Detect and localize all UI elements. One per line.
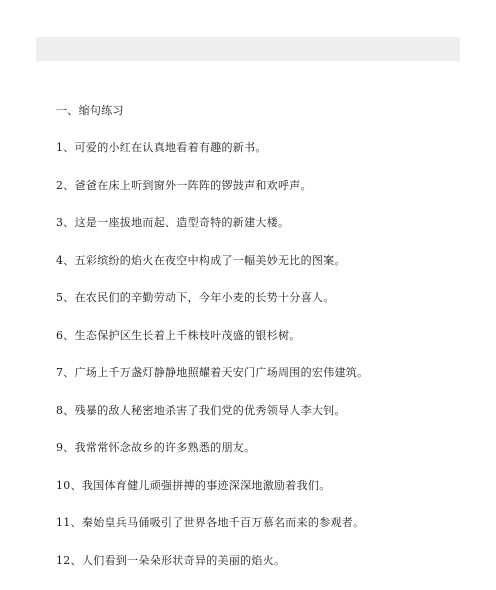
document-body [56, 103, 476, 590]
exercise-sentence-10: 10、我国体育健儿顽强拼搏的事迹深深地激励着我们。 [56, 478, 331, 492]
exercise-sentence-5: 5、在农民们的辛勤劳动下，今年小麦的长势十分喜人。 [56, 291, 335, 304]
exercise-sentence-11: 11、秦始皇兵马俑吸引了世界各地千百万慕名而来的参观者。 [56, 516, 365, 529]
exercise-sentence-2: 2、爸爸在床上听到窗外一阵阵的锣鼓声和欢呼声。 [56, 178, 312, 192]
exercise-sentence-12: 12、人们看到一朵朵形状奇异的美丽的焰火。 [56, 553, 286, 567]
section-title: 一、缩句练习 [56, 104, 124, 117]
exercise-sentence-6: 6、生态保护区生长着上千株枝叶茂盛的银杉树。 [56, 328, 301, 342]
exercise-sentence-9: 9、我常常怀念故乡的许多熟悉的朋友。 [56, 441, 256, 454]
exercise-sentence-1: 1、可爱的小红在认真地看着有趣的新书。 [56, 141, 267, 154]
exercise-sentence-4: 4、五彩缤纷的焰火在夜空中构成了一幅美妙无比的图案。 [56, 253, 346, 267]
exercise-sentence-3: 3、这是一座拔地而起、造型奇特的新建大楼。 [56, 216, 290, 229]
exercise-sentence-8: 8、残暴的敌人秘密地杀害了我们党的优秀领导人李大钊。 [56, 403, 346, 417]
exercise-sentence-7: 7、广场上千万盏灯静静地照耀着天安门广场周围的宏伟建筑。 [56, 366, 369, 379]
header-bar [36, 37, 460, 61]
